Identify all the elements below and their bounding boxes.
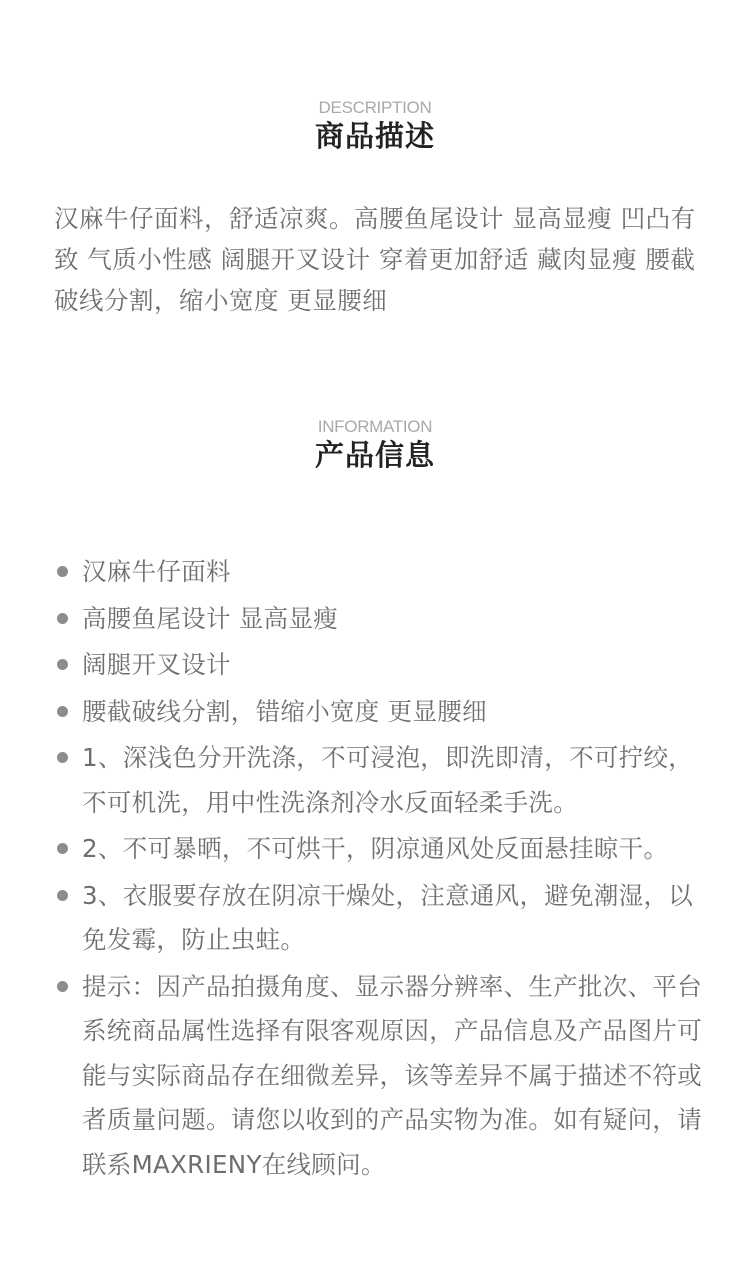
list-item bbox=[54, 736, 704, 825]
list-item bbox=[54, 550, 704, 595]
description-eyebrow: DESCRIPTION bbox=[318, 98, 432, 117]
information-eyebrow: INFORMATION bbox=[317, 417, 433, 436]
bullet-dot-icon bbox=[57, 890, 68, 901]
bullet-dot-icon bbox=[57, 659, 68, 670]
list-item-text: 提示：因产品拍摄角度、显示器分辨率、生产批次、平台系统商品属性选择有限客观原因，产品信息及产品图片可能与实际商品存在细微差异，该等差异不属于描述不符或者质量问题。请您以收到的产品实物为准。如有疑问，请联系MAXRIENY在线顾问。 bbox=[82, 971, 702, 1179]
description-text: 汉麻牛仔面料，舒适凉爽。高腰鱼尾设计 显高显瘦 凹凸有致 气质小性感 阔腿开叉设计 穿着更加舒适 藏肉显瘦 腰截破线分割，缩小宽度 更显腰细 bbox=[54, 204, 696, 315]
list-item bbox=[54, 874, 704, 963]
list-item-text: 高腰鱼尾设计 显高显瘦 bbox=[82, 603, 339, 633]
description-header bbox=[0, 98, 750, 154]
information-header bbox=[0, 417, 750, 473]
list-item bbox=[54, 827, 704, 872]
bullet-dot-icon bbox=[57, 843, 68, 854]
list-item-text: 3、衣服要存放在阴凉干燥处，注意通风，避免潮湿，以免发霉，防止虫蛀。 bbox=[82, 880, 694, 954]
information-list bbox=[54, 550, 704, 1189]
list-item-text: 2、不可暴晒，不可烘干，阴凉通风处反面悬挂晾干。 bbox=[82, 834, 669, 863]
list-item bbox=[54, 643, 704, 688]
description-title: 商品描述 bbox=[314, 119, 435, 153]
list-item-text: 阔腿开叉设计 bbox=[82, 650, 231, 679]
bullet-dot-icon bbox=[57, 752, 68, 763]
bullet-dot-icon bbox=[57, 706, 68, 717]
list-item-text: 1、深浅色分开洗涤，不可浸泡，即洗即清，不可拧绞，不可机洗，用中性洗涤剂冷水反面轻柔手洗。 bbox=[82, 743, 694, 817]
list-item bbox=[54, 690, 704, 735]
list-item bbox=[54, 965, 704, 1188]
bullet-dot-icon bbox=[57, 613, 68, 624]
list-item bbox=[54, 597, 704, 642]
bullet-dot-icon bbox=[57, 981, 68, 992]
list-item-text: 腰截破线分割，错缩小宽度 更显腰细 bbox=[82, 696, 487, 726]
information-title: 产品信息 bbox=[314, 438, 435, 472]
bullet-dot-icon bbox=[57, 566, 68, 577]
list-item-text: 汉麻牛仔面料 bbox=[82, 557, 231, 586]
